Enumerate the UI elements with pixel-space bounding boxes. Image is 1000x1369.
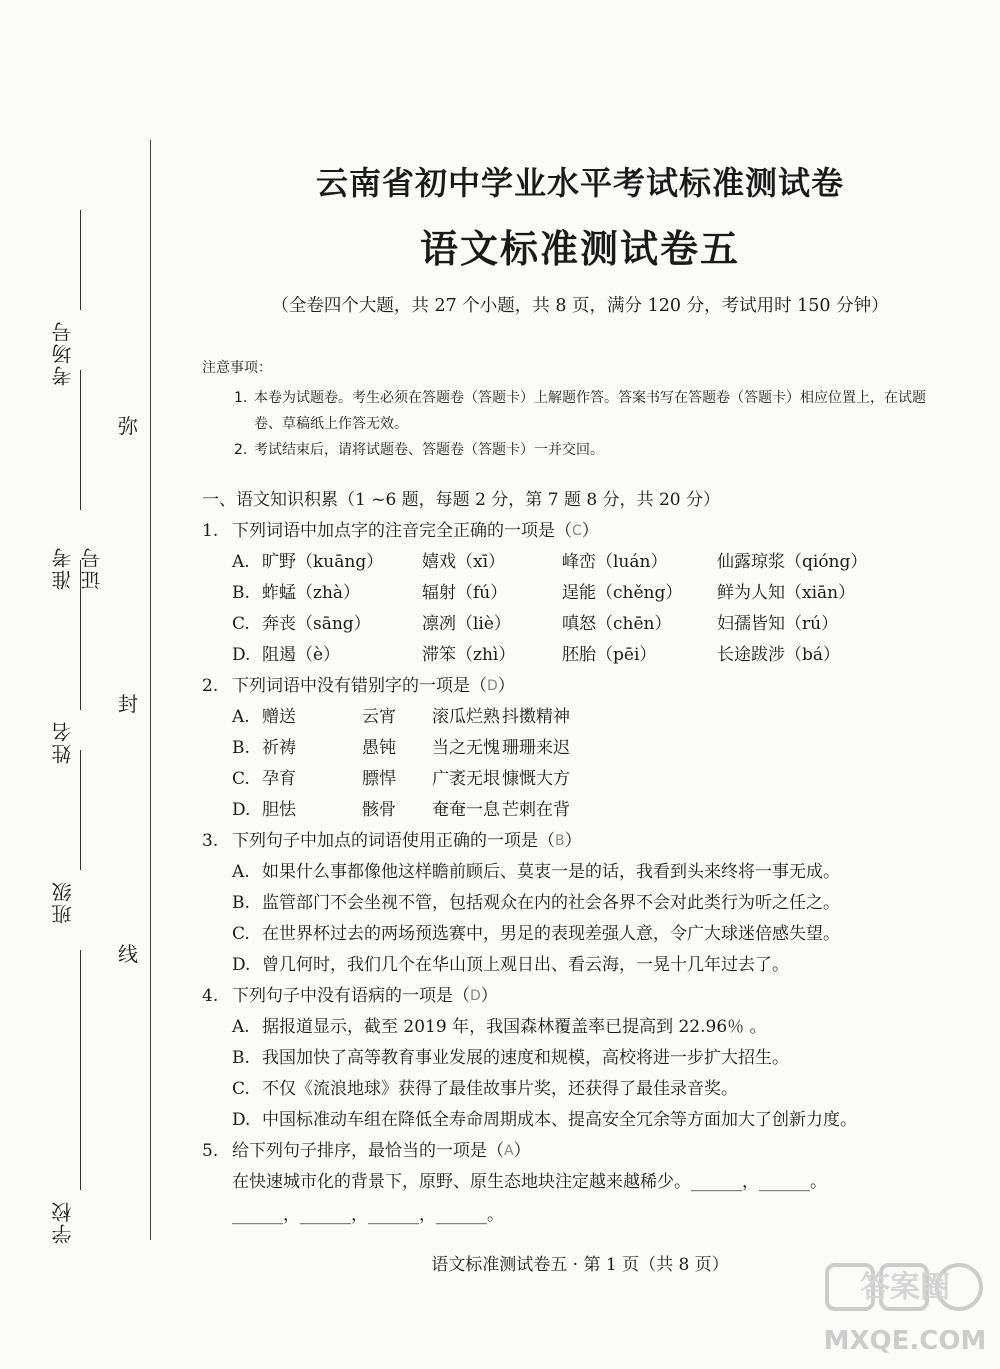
option-item: 祈祷	[262, 738, 296, 758]
field-label: 考场号	[51, 320, 75, 386]
option-letter: D.	[232, 955, 251, 975]
notice-item	[234, 437, 952, 463]
question-number: 5.	[202, 1141, 219, 1161]
notice-text: 本卷为试题卷。考生必须在答题卷（答题卡）上解题作答。答案书写在答题卷（答题卡）相应位置上，在试题卷、草稿纸上作答无效。	[254, 390, 926, 432]
option-row	[232, 919, 962, 950]
stem-text: 下列词语中没有错别字的一项是（	[232, 676, 487, 696]
question-content	[202, 486, 962, 1232]
option-letter: C.	[232, 1079, 250, 1099]
option-grid	[232, 702, 962, 826]
watermark-logo	[823, 1261, 988, 1361]
question-stem	[202, 671, 962, 702]
answer-mark: C	[572, 523, 582, 539]
notice-box	[202, 357, 952, 463]
option-text: 如果什么事都像他这样瞻前顾后、莫衷一是的话，我看到头来终将一事无成。	[262, 862, 840, 882]
question-stem	[202, 516, 962, 547]
option-item: 嗔怒（chēn）	[562, 614, 672, 634]
option-item: 妇孺皆知（rú）	[717, 614, 839, 634]
seal-feng: 封	[118, 692, 138, 716]
notice-text: 考试结束后，请将试题卷、答题卷（答题卡）一并交回。	[254, 442, 604, 458]
field-label: 班级	[51, 880, 75, 924]
notice-number: 2.	[234, 442, 248, 458]
option-letter: A.	[232, 707, 250, 727]
field-label: 学校	[51, 1200, 75, 1244]
field-exam-room	[40, 230, 100, 390]
option-row	[232, 1074, 962, 1105]
notice-heading: 注意事项：	[202, 360, 272, 376]
question-number: 1.	[202, 521, 219, 541]
option-text: 据报道显示，截至 2019 年，我国森林覆盖率已提高到 22.96％ 。	[262, 1017, 767, 1037]
fill-line	[80, 950, 81, 1190]
option-item: 峰峦（luán）	[562, 552, 668, 572]
option-letter: C.	[232, 769, 250, 789]
exam-series-title: 云南省初中学业水平考试标准测试卷	[315, 164, 844, 202]
option-letter: C.	[232, 924, 250, 944]
question-5	[202, 1136, 962, 1232]
option-grid	[232, 547, 962, 671]
option-item: 滞笨（zhì）	[422, 645, 516, 665]
option-item: 奔丧（sāng）	[262, 614, 371, 634]
option-letter: B.	[232, 1048, 250, 1068]
question-1	[202, 516, 962, 671]
question-number: 3.	[202, 831, 219, 851]
option-item: 鲜为人知（xiān）	[717, 583, 856, 603]
option-item: 滚瓜烂熟	[432, 707, 500, 727]
option-item: 云宵	[362, 707, 396, 727]
option-item: 珊珊来迟	[502, 738, 570, 758]
option-text: 中国标准动车组在降低全寿命周期成本、提高安全冗余等方面加大了创新力度。	[262, 1110, 857, 1130]
option-letter: D.	[232, 645, 251, 665]
option-letter: D.	[232, 1110, 251, 1130]
question-stem	[202, 1136, 962, 1167]
stem-close: ）	[513, 1141, 531, 1161]
option-text: 不仅《流浪地球》获得了最佳故事片奖，还获得了最佳录音奖。	[262, 1079, 738, 1099]
passage-blanks: ______，______，______，______。	[232, 1205, 504, 1225]
option-letter: A.	[232, 552, 250, 572]
option-item: 愚钝	[362, 738, 396, 758]
seal-xian: 线	[118, 942, 138, 966]
option-row	[232, 950, 962, 981]
binding-margin	[40, 150, 104, 1250]
option-letter: C.	[232, 614, 250, 634]
option-item: 慷慨大方	[502, 769, 570, 789]
option-item: 凛冽（liè）	[422, 614, 511, 634]
fill-line	[80, 370, 81, 510]
option-item: 孕育	[262, 769, 296, 789]
watermark-text: MXQE.COM	[823, 1326, 987, 1356]
paper-title: 语文标准测试卷五	[419, 226, 740, 271]
option-text: 监管部门不会坐视不管，包括观众在内的社会各界不会对此类行为听之任之。	[262, 893, 840, 913]
stem-text: 下列句子中加点的词语使用正确的一项是（	[232, 831, 555, 851]
option-item: 骸骨	[362, 800, 396, 820]
answer-mark: A	[504, 1143, 514, 1159]
option-item: 奄奄一息	[432, 800, 500, 820]
option-row	[232, 857, 962, 888]
stem-close: ）	[564, 831, 582, 851]
paper-info: （全卷四个大题，共 27 个小题，共 8 页，满分 120 分，考试用时 150 分钟）	[271, 296, 889, 316]
option-text: 在世界杯过去的两场预选赛中，男足的表现差强人意，令广大球迷倍感失望。	[262, 924, 840, 944]
option-letter: B.	[232, 893, 250, 913]
option-item: 当之无愧	[432, 738, 500, 758]
option-row	[232, 1043, 962, 1074]
option-item: 抖擞精神	[502, 707, 570, 727]
question-stem	[202, 981, 962, 1012]
option-text: 曾几何时，我们几个在华山顶上观日出、看云海，一晃十几年过去了。	[262, 955, 789, 975]
watermark-glyphs: 答案圈	[860, 1270, 950, 1305]
stem-text: 下列词语中加点字的注音完全正确的一项是（	[232, 521, 572, 541]
option-item: 蚱蜢（zhà）	[262, 583, 361, 603]
stem-close: ）	[480, 986, 498, 1006]
option-item: 膘悍	[362, 769, 396, 789]
field-label: 准考证号	[51, 546, 104, 590]
page-footer: 语文标准测试卷五 · 第 1 页（共 8 页）	[431, 1255, 729, 1275]
seal-mi: 弥	[118, 414, 138, 438]
option-letter: A.	[232, 862, 250, 882]
field-name	[40, 660, 100, 780]
section-heading: 一、语文知识积累（1 ~6 题，每题 2 分，第 7 题 8 分，共 20 分）	[202, 490, 720, 510]
option-letter: D.	[232, 800, 251, 820]
option-text: 我国加快了高等教育事业发展的速度和规模，高校将进一步扩大招生。	[262, 1048, 789, 1068]
option-item: 逞能（chěng）	[562, 583, 683, 603]
fill-line	[80, 750, 81, 870]
question-2	[202, 671, 962, 826]
notice-number: 1.	[234, 390, 248, 406]
field-label: 姓名	[51, 720, 75, 764]
field-admission-no	[40, 430, 104, 590]
question-3	[202, 826, 962, 981]
field-school	[40, 1170, 100, 1290]
option-item: 嬉戏（xī）	[422, 552, 506, 572]
option-item: 胆怯	[262, 800, 296, 820]
option-item: 胚胎（pēi）	[562, 645, 657, 665]
option-row	[232, 888, 962, 919]
option-row	[232, 1012, 962, 1043]
option-letter: A.	[232, 1017, 250, 1037]
option-letter: B.	[232, 738, 250, 758]
option-item: 仙露琼浆（qióng）	[717, 552, 868, 572]
answer-mark: D	[487, 678, 498, 694]
stem-close: ）	[581, 521, 599, 541]
field-class	[40, 830, 100, 970]
option-item: 赠送	[262, 707, 296, 727]
question-number: 2.	[202, 676, 219, 696]
option-item: 阻遏（è）	[262, 645, 341, 665]
question-number: 4.	[202, 986, 219, 1006]
answer-mark: D	[470, 988, 481, 1004]
binding-rule	[150, 140, 151, 1240]
question-stem	[202, 826, 962, 857]
notice-item	[234, 385, 952, 437]
option-item: 芒刺在背	[502, 800, 570, 820]
option-row	[232, 1105, 962, 1136]
question-4	[202, 981, 962, 1136]
option-item: 广袤无垠	[432, 769, 500, 789]
stem-text: 下列句子中没有语病的一项是（	[232, 986, 470, 1006]
stem-text: 给下列句子排序，最恰当的一项是（	[232, 1141, 504, 1161]
passage-line: 在快速城市化的背景下，原野、原生态地块注定越来越稀少。______，______。	[232, 1172, 827, 1192]
fill-line	[80, 210, 81, 310]
option-letter: B.	[232, 583, 250, 603]
fill-line	[80, 560, 81, 710]
option-item: 辐射（fú）	[422, 583, 508, 603]
answer-mark: B	[555, 833, 565, 849]
option-item: 长途跋涉（bá）	[717, 645, 841, 665]
stem-close: ）	[497, 676, 515, 696]
option-item: 旷野（kuāng）	[262, 552, 384, 572]
